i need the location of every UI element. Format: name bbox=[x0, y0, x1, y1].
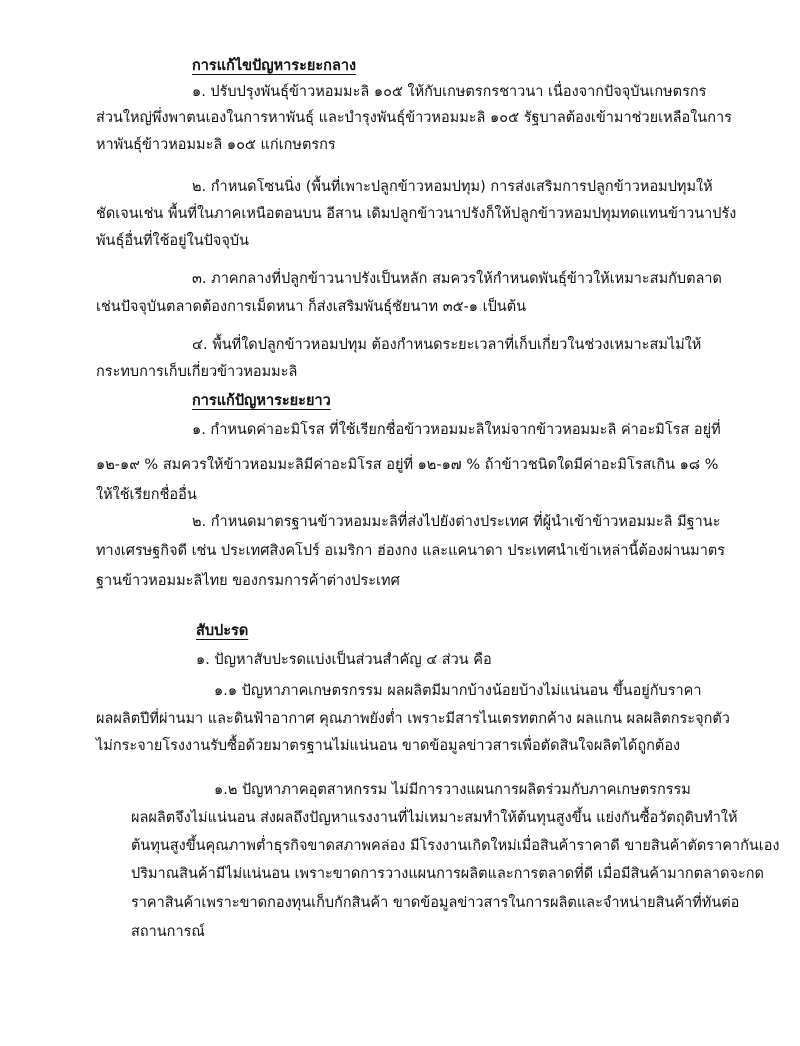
long-p1-line2: ๑๒-๑๙ % สมควรให้ข้าวหอมมะลิมีค่าอะมิโรส อยู่ที่ ๑๒-๑๗ % ถ้าข้าวชนิดใดมีค่าอะมิโรสเกิน ๑๘ % bbox=[96, 457, 719, 473]
pineapple-p11-line1: ๑.๑ ปัญหาภาคเกษตรกรรม ผลผลิตมีมากบ้างน้อยบ้างไม่แน่นอน ขึ้นอยู่กับราคา bbox=[214, 683, 702, 699]
long-p2-line2: ทางเศรษฐกิจดี เช่น ประเทศสิงคโปร์ อเมริกา ฮ่องกง และแคนาดา ประเทศนำเข้าเหล่านี้ต้องผ่านมาตร bbox=[96, 543, 726, 559]
long-p1-line3: ให้ใช้เรียกชื่ออื่น bbox=[96, 487, 197, 503]
medium-p1-line3: หาพันธุ์ข้าวหอมมะลิ ๑๐๕ แก่เกษตรกร bbox=[96, 137, 336, 153]
pineapple-p12-line4: ปริมาณสินค้ามีไม่แน่นอน เพราะขาดการวางแผนการผลิตและการตลาดที่ดี เมื่อมีสินค้ามากตลาดจะกด bbox=[131, 866, 764, 882]
pineapple-p11-line3: ไม่กระจายโรงงานรับซื้อด้วยมาตรฐานไม่แน่นอน ขาดข้อมูลข่าวสารเพื่อตัดสินใจผลิตได้ถูกต้อง bbox=[96, 738, 681, 754]
heading-long-term: การแก้ปัญหาระยะยาว bbox=[192, 393, 331, 409]
pineapple-p12-line5: ราคาสินค้าเพราะขาดกองทุนเก็บกักสินค้า ขาดข้อมูลข่าวสารในการผลิตและจำหน่ายสินค้าที่ทันต่อ bbox=[131, 895, 740, 911]
medium-p2-line2: ชัดเจนเช่น พื้นที่ในภาคเหนือตอนบน อีสาน เดิมปลูกข้าวนาปรังก็ให้ปลูกข้าวหอมปทุมทดแทนข้าวนาปรัง bbox=[96, 206, 737, 222]
medium-p4-line2: กระทบการเก็บเกี่ยวข้าวหอมมะลิ bbox=[96, 364, 298, 380]
medium-p3-line2: เช่นปัจจุบันตลาดต้องการเม็ดหนา ก็ส่งเสริมพันธุ์ชัยนาท ๓๕-๑ เป็นต้น bbox=[96, 299, 527, 315]
medium-p3-line1: ๓. ภาคกลางที่ปลูกข้าวนาปรังเป็นหลัก สมควรให้กำหนดพันธุ์ข้าวให้เหมาะสมกับตลาด bbox=[192, 271, 722, 287]
heading-pineapple: สับปะรด bbox=[196, 623, 249, 639]
pineapple-p12-line6: สถานการณ์ bbox=[131, 924, 205, 940]
heading-medium-term: การแก้ไขปัญหาระยะกลาง bbox=[192, 58, 357, 74]
medium-p4-line1: ๔. พื้นที่ใดปลูกข้าวหอมปทุม ต้องกำหนดระยะเวลาที่เก็บเกี่ยวในช่วงเหมาะสมไม่ให้ bbox=[192, 337, 702, 353]
long-p1-line1: ๑. กำหนดค่าอะมิโรส ที่ใช้เรียกชื่อข้าวหอมมะลิใหม่จากข้าวหอมมะลิ ค่าอะมิโรส อยู่ที่ bbox=[192, 422, 721, 438]
medium-p1-line1: ๑. ปรับปรุงพันธุ์ข้าวหอมมะลิ ๑๐๕ ให้กับเกษตรกรชาวนา เนื่องจากปัจจุบันเกษตรกร bbox=[192, 84, 707, 100]
long-p2-line1: ๒. กำหนดมาตรฐานข้าวหอมมะลิที่ส่งไปยังต่างประเทศ ที่ผู้นำเข้าข้าวหอมมะลิ มีฐานะ bbox=[192, 514, 721, 530]
medium-p2-line1: ๒. กำหนดโซนนิ่ง (พื้นที่เพาะปลูกข้าวหอมปทุม) การส่งเสริมการปลูกข้าวหอมปทุมให้ bbox=[192, 179, 713, 195]
medium-p2-line3: พันธุ์อื่นที่ใช้อยู่ในปัจจุบัน bbox=[96, 233, 249, 249]
pineapple-p12-line1: ๑.๒ ปัญหาภาคอุตสาหกรรม ไม่มีการวางแผนการผลิตร่วมกับภาคเกษตรกรรม bbox=[214, 782, 691, 798]
pineapple-p12-line3: ต้นทุนสูงขึ้นคุณภาพต่ำธุรกิจขาดสภาพคล่อง มีโรงงานเกิดใหม่เมื่อสินค้าราคาดี ขายสินค้าตัดราคากันเอง bbox=[131, 838, 780, 854]
medium-p1-line2: ส่วนใหญ่พึ่งพาตนเองในการหาพันธุ์ และบำรุงพันธุ์ข้าวหอมมะลิ ๑๐๕ รัฐบาลต้องเข้ามาช่วยเหลือในการ bbox=[96, 110, 732, 126]
pineapple-p11-line2: ผลผลิตปีที่ผ่านมา และดินฟ้าอากาศ คุณภาพยังต่ำ เพราะมีสารไนเตรทตกค้าง ผลแกน ผลผลิตกระจุกตัว bbox=[96, 711, 730, 727]
pineapple-p12-line2: ผลผลิตจึงไม่แน่นอน ส่งผลถึงปัญหาแรงงานที่ไม่เหมาะสมทำให้ต้นทุนสูงขึ้น แย่งกันซื้อวัตถุดิบทำให้ bbox=[131, 810, 738, 826]
long-p2-line3: ฐานข้าวหอมมะลิไทย ของกรมการค้าต่างประเทศ bbox=[96, 573, 400, 589]
pineapple-p1-line1: ๑. ปัญหาสับปะรดแบ่งเป็นส่วนสำคัญ ๔ ส่วน คือ bbox=[196, 652, 492, 668]
